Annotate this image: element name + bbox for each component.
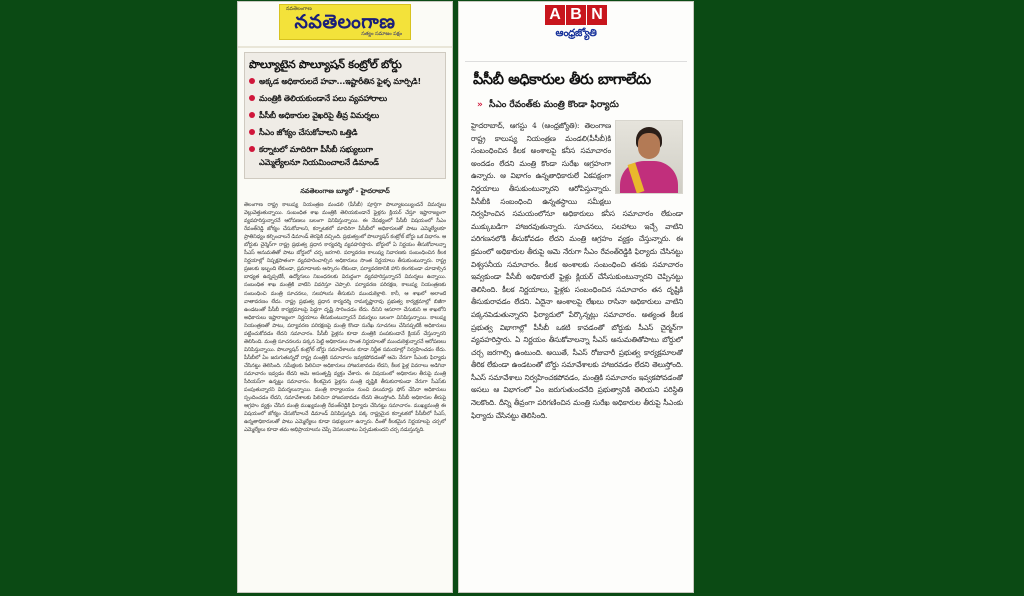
bullet-item: పీసీబీ అధికారుల వైఖరిపై తీవ్ర విమర్శలు (249, 110, 441, 121)
navatelangana-masthead (279, 4, 411, 40)
divider (465, 61, 687, 62)
masthead-name: నవతెలంగాణ (294, 11, 396, 33)
bullet-icon (249, 129, 255, 135)
article-body: హైదరాబాద్, ఆగస్టు 4 (ఆంధ్రజ్యోతి): తెలంగాణ రాష్ట్ర కాలుష్య నియంత్రణ మండలి(పీసీబీ)కి సంబంధించిన కీలక అంశాలపై కనీస సమాచారం అందడం లేదని మంత్రి కొండా సురేఖ ఆగ్రహంగా ఉన్నారు. ఆ విభాగం ఉన్నతాధికారులే ఏకపక్షంగా నిర్ణయాలు తీసుకుంటున్నారని ఆరోపిస్తున్నారు. పీసీబీకి సంబంధించి ఉన్నతస్థాయి సమీక్షలు నిర్వహించిన సమయంలోనూ అధికారులు కనీస సమాచారం లేకుండా ముక్కుబడిగా హాజరవుతున్నారు. సూచనలు, సలహాలు ఇచ్చే వాటిని పరిగణనలోకి తీసుకోవడం లేదని మంత్రి ఆగ్రహం వ్యక్తం చేస్తున్నారు. ఈ క్రమంలో అధికారుల తీరుపై ఆమె నేరుగా సీఎం రేవంత్‌రెడ్డికి ఫిర్యాదు చేసినట్టు విశ్వసనీయ సమాచారం. కీలక అంశాలకు సంబంధించి తనకు సమాచారం ఇవ్వకుండా పీసీబీ అధికారులే ఫైళ్లు క్లియర్ చేసేసుకుంటున్నారని చెప్పినట్టు తెలిసింది. కీలక నిర్ణయాలు, ఫైళ్లకు సంబంధించిన సమాచారం తన దృష్టికి తీసుకురావడం లేదని. ఏదైనా అంశాలపై లేఖలు రాసినా అధికారులు వాటిని పక్కనపెడుతున్నారని ఫిర్యాదులో పేర్కొన్నట్లు సమాచారం. అత్యంత కీలక ప్రభుత్వ విభాగాల్లో పీసీబీ ఒకటి కావడంతో బోర్డుకు సీఎస్ చైర్మన్‌గా వ్యవహరిస్తారు. ఏ నిర్ణయం తీసుకోవాలన్నా సీఎస్ అనుమతితోపాటు బోర్డులో చర్చ జరగాల్సి ఉంటుంది. అయితే, సీఎస్ రోజువారీ ప్రభుత్వ కార్యక్రమాలతో తీరిక లేకుండా ఉండటంతో బోర్డు సమావేశాలకు హాజరవడం లేదని తెలుస్తోంది. సీఎస్ సమావేశాలు నిర్వహించకపోవడం, మంత్రికి సమాచారం ఇవ్వకపోవడంతో అసలు ఆ విభాగంలో ఏం జరుగుతుందనేది ప్రభుత్వానికి తెలియని పరిస్థితి నెలకొంది. దీన్ని తీవ్రంగా పరిగణించిన మంత్రి సురేఖ అధికారుల తీరుపై సీఎంకు ఫిర్యాదు చేసినట్టు తెలిసింది. (471, 121, 683, 420)
bullet-item: సీఎం జోక్యం చేసుకోవాలని ఒత్తిడి (249, 127, 441, 138)
bullet-icon (249, 112, 255, 118)
minister-photo (615, 120, 683, 194)
logo-letter: B (566, 5, 586, 25)
double-chevron-icon: » (477, 100, 483, 110)
article-headline: పీసీబీ అధికారుల తీరు బాగాలేదు (473, 72, 651, 88)
bullet-icon (249, 146, 255, 152)
masthead-sub: సత్యం సమాజం పక్షం (361, 31, 402, 37)
bullet-item: మంత్రికి తెలియకుండానే పలు వ్యవహారాలు (249, 93, 441, 104)
navatelangana-clipping (238, 2, 452, 592)
bullet-icon (249, 95, 255, 101)
logo-letter: A (545, 5, 565, 25)
andhrajyothy-clipping (459, 2, 693, 592)
abn-logo (536, 5, 616, 41)
article-headline: పొల్యూటైన పొల్యూషన్ కంట్రోల్ బోర్డు (249, 58, 402, 71)
bullet-icon (249, 78, 255, 84)
article-byline: నవతెలంగాణ బ్యూరో - హైదరాబాద్ (300, 187, 390, 195)
logo-subtitle: ఆంధ్రజ్యోతి (555, 28, 597, 39)
divider (238, 46, 452, 48)
bullet-item: కర్నాటలో మాదిరిగా పీసీబీ సభ్యులుగా (249, 144, 441, 155)
article-body-wrap (471, 120, 683, 590)
bullet-item: అక్కడ అధికారులదే హవా...ఇష్టారీతిన ఫైళ్ళ మార్పిడి! (249, 76, 441, 87)
abn-letters (536, 5, 616, 25)
article-body: తెలంగాణ రాష్ట్ర కాలుష్య నియంత్రణ మండలి (పీసీబీ) పూర్తిగా పొల్యూటయ్యిందనే విమర్శలు వెల్లువెత్తుతున్నాయి. సంబంధిత శాఖ మంత్రికి తెలియకుండానే ఫైళ్లను క్లియర్ చేస్తూ ఇష్టారాజ్యంగా వ్యవహరిస్తున్నారనే ఆరోపణలు బలంగా వినిపిస్తున్నాయి. ఈ నేపథ్యంలో పీసీబీ విషయంలో సీఎం రేవంత్‌రెడ్డి జోక్యం చేసుకోవాలని, కర్నాటకలో మాదిరిగా పీసీబీలో అధికారులతో పాటు ఎమ్మెల్యేలకూ ప్రాతినిధ్యం కల్పించాలనే డిమాండ్ తెరపైకి వచ్చింది. ప్రభుత్వంలో పొల్యూషన్ కంట్రోల్ బోర్డు ఒక విభాగం. ఆ బోర్డుకు చైర్మెన్‌గా రాష్ట్ర ప్రభుత్వ ప్రధాన కార్యదర్శి వ్యవహరిస్తారు. బోర్డులో ఏ నిర్ణయం తీసుకోవాలన్నా సీఎస్ అనుమతితో పాటు బోర్డులో చర్చ జరగాలి. పర్యావరణ కాలుష్య నివారణకు సంబంధించిన కీలక నిర్ణయాల్లో నిష్పక్షపాతంగా వ్యవహరించాల్సిన అధికారులు సొంత నిర్ణయాలు తీసుకుంటున్నారు. రాష్ట్ర ప్రజలకు ఇబ్బంది లేకుండా, ప్రమాదాలకు ఆస్కారం లేకుండా, పర్యావరణానికి హాని కలగకుండా చూడాల్సిన బాధ్యత ఉన్నప్పటికీ, ఉద్యోగులు నిబంధనలకు విరుద్ధంగా వ్యవహరిస్తున్నారనే విమర్శలు ఉన్నాయి. సంబంధిత శాఖ మంత్రికి వాటిని వివరిస్తూ చెప్పాలి. పర్యావరణ పరిరక్షణ, కాలుష్య నియంత్రణకు సంబంధించి మంత్రి సూచనలు, సలహాలను తీసుకుని ముందుకెళ్లాలి. కానీ, ఆ శాఖలో అలాంటి వాతావరణం లేదు. రాష్ట్ర ప్రభుత్వ ప్రధాన కార్యదర్శి రామకృష్ణారావు ప్రభుత్వ కార్యక్రమాల్లో బిజీగా ఉండటంతో పీసీబీ కార్యక్రమాలపై పెద్దగా దృష్టి సారించడం లేదు. దీనిని ఆసరాగా చేసుకుని ఆ శాఖలోని అధికారులు ఇష్టారాజ్యంగా నిర్ణయాలు తీసుకుంటున్నారనే విమర్శలు బలంగా వినిపిస్తున్నాయి. కాలుష్య నియంత్రణతో పాటు, పర్యావరణ పరిరక్షణపై మంత్రి కొండా సురేఖ సూచనలు చేసినప్పటికీ అధికారులు పట్టించుకోవడం లేదని సమాచారం. పీసీబీ ఫైళ్లను కూడా మంత్రికి పంపకుండానే క్లియర్ చేస్తున్నారని తెలిసింది. మంత్రి సూచనలను పక్కన పెట్టి అధికారులు సొంత నిర్ణయాలతో ముందుకెళ్తున్నారనే ఆరోపణలు వినిపిస్తున్నాయి. పొల్యూషన్ కంట్రోల్ బోర్డు సమావేశాలను కూడా నిర్ణీత సమయాల్లో నిర్వహించడం లేదు. పీసీబీలో ఏం జరుగుతున్నదో రాష్ట్ర మంత్రికి సమాచారం ఇవ్వకపోవడంతో ఆమె నేరుగా సీఎంకు ఫిర్యాదు చేసినట్టు తెలిసింది. సమీక్షలకు పిలిచినా అధికారులు హాజరుకావడం లేదని, కీలక ఫైళ్ల వివరాలు అడిగినా సమాచారం ఇవ్వడం లేదని ఆమె అసంతృప్తి వ్యక్తం చేశారు. ఈ విషయంలో అధికారుల తీరుపై మంత్రి సీరియస్‌గా ఉన్నట్టు సమాచారం. కీలకమైన ఫైళ్లను మంత్రి దృష్టికి తీసుకురాకుండా నేరుగా సీఎస్‌కు పంపుతున్నారని విమర్శలున్నాయి. మంత్రి కార్యాలయం నుంచి పలుమార్లు ఫోన్ చేసినా అధికారులు స్పందించడం లేదని, సమావేశాలకు పిలిచినా హాజరుకావడం లేదని తెలుస్తోంది. పీసీబీ అధికారుల తీరుపై ఆగ్రహం వ్యక్తం చేసిన మంత్రి ముఖ్యమంత్రి రేవంత్‌రెడ్డికి ఫిర్యాదు చేసినట్టు సమాచారం. ముఖ్యమంత్రి ఈ విషయంలో జోక్యం చేసుకోవాలనే డిమాండ్ వినిపిస్తున్నది. పక్క రాష్ట్రమైన కర్నాటకలో పీసీబీలో సీఎస్, ఉన్నతాధికారులతో పాటు ఎమ్మెల్యేలు కూడా సభ్యులుగా ఉన్నారు. దీంతో కీలకమైన నిర్ణయాలపై చర్చలో ఎమ్మెల్యేలు కూడా తమ అభిప్రాయాలను చెప్పే వెసులుబాటు ఏర్పడుతుందని చర్చ నడుస్తున్నది. (244, 202, 446, 434)
masthead-tagline: నవతెలంగాణ (286, 6, 312, 12)
headline-box (244, 52, 446, 179)
bullet-list (249, 76, 441, 168)
article-subheadline: » సీఎం రేవంత్‌కు మంత్రి కొండా ఫిర్యాదు (477, 100, 619, 110)
bullet-item-continued: ఎమ్మెల్యేలనూ నియమించాలనే డిమాండ్ (259, 158, 379, 167)
logo-letter: N (587, 5, 607, 25)
